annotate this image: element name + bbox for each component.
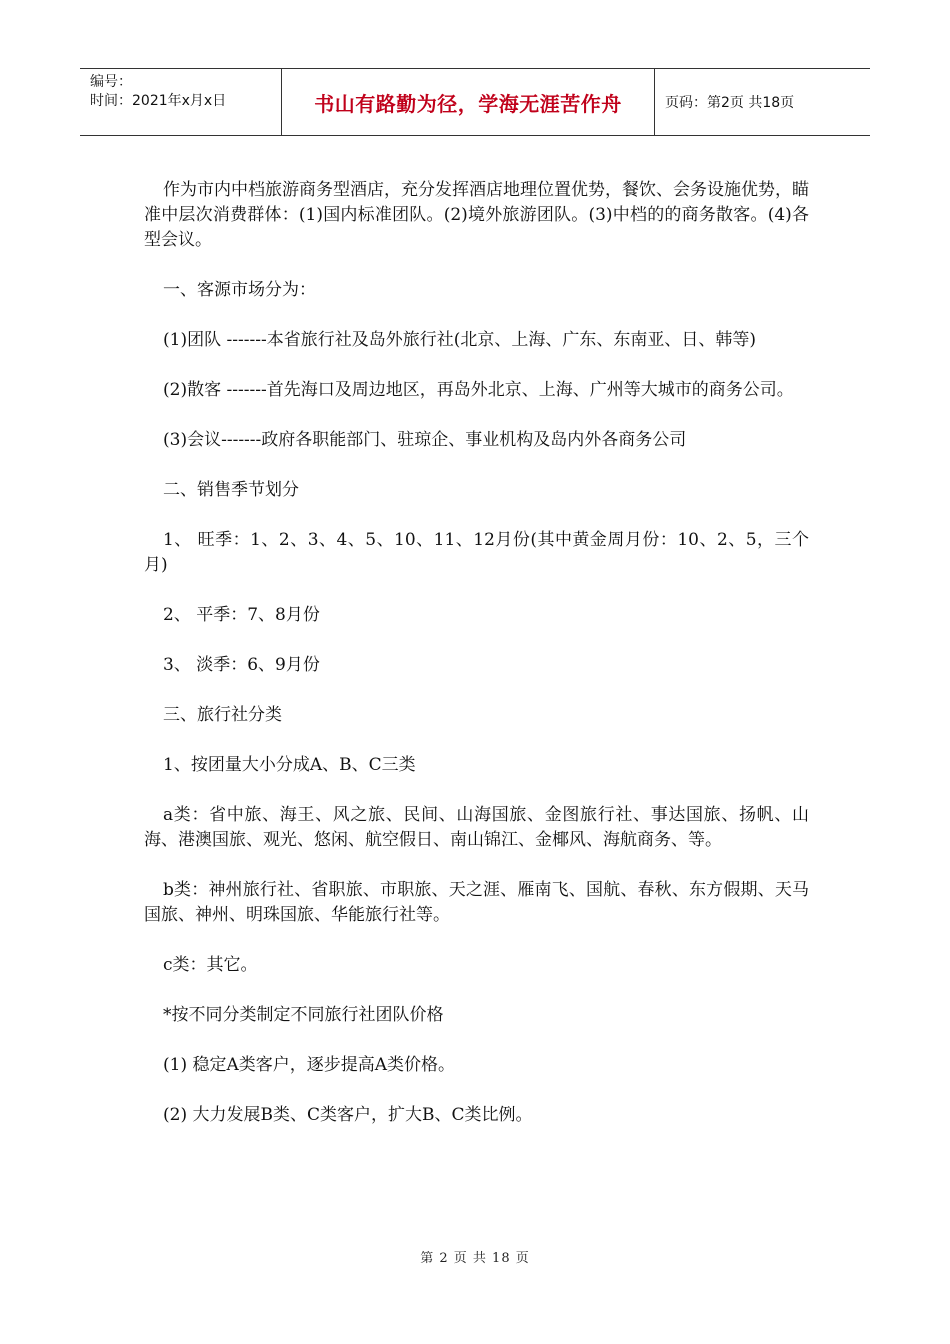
section-heading-sales-season: 二、销售季节划分 xyxy=(163,480,299,500)
paragraph: *按不同分类制定不同旅行社团队价格 xyxy=(163,1005,444,1025)
section-heading-source-market: 一、客源市场分为： xyxy=(163,280,316,300)
paragraph: b类：神州旅行社、省职旅、市职旅、天之涯、雁南飞、国航、春秋、东方假期、天马国旅、神州、明珠国旅、华能旅行社等。 xyxy=(144,880,809,925)
page-footer: 第 2 页 共 18 页 xyxy=(420,1251,530,1266)
paragraph: (2)散客 -------首先海口及周边地区，再岛外北京、上海、广州等大城市的商务公司。 xyxy=(163,380,794,400)
document-number-label: 编号： xyxy=(90,74,132,90)
paragraph: 1、按团量大小分成A、B、C三类 xyxy=(163,755,416,775)
document-body xyxy=(144,178,809,1153)
header-motto: 书山有路勤为径，学海无涯苦作舟 xyxy=(282,69,655,135)
header-meta xyxy=(80,69,282,135)
section-heading-agency-class: 三、旅行社分类 xyxy=(163,705,282,725)
page-header xyxy=(80,68,870,136)
paragraph: (1)团队 -------本省旅行社及岛外旅行社(北京、上海、广东、东南亚、日、韩等) xyxy=(163,330,756,350)
paragraph: 3、 淡季：6、9月份 xyxy=(163,655,320,675)
paragraph: (3)会议-------政府各职能部门、驻琼企、事业机构及岛内外各商务公司 xyxy=(163,430,687,450)
intro-paragraph: 作为市内中档旅游商务型酒店，充分发挥酒店地理位置优势，餐饮、会务设施优势，瞄准中层次消费群体：(1)国内标准团队。(2)境外旅游团队。(3)中档的的商务散客。(4)各型会议。 xyxy=(144,180,809,250)
document-time-label: 时间：2021年x月x日 xyxy=(90,93,227,109)
paragraph: 1、 旺季：1、2、3、4、5、10、11、12月份(其中黄金周月份：10、2、5，三个月) xyxy=(144,530,809,575)
paragraph: (2) 大力发展B类、C类客户，扩大B、C类比例。 xyxy=(163,1105,533,1125)
paragraph: c类：其它。 xyxy=(163,955,258,975)
paragraph: 2、 平季：7、8月份 xyxy=(163,605,320,625)
paragraph: a类：省中旅、海王、风之旅、民间、山海国旅、金图旅行社、事达国旅、扬帆、山海、港澳国旅、观光、悠闲、航空假日、南山锦江、金椰风、海航商务、等。 xyxy=(144,805,809,850)
header-page-info: 页码：第2页 共18页 xyxy=(665,95,795,111)
paragraph: (1) 稳定A类客户，逐步提高A类价格。 xyxy=(163,1055,456,1075)
